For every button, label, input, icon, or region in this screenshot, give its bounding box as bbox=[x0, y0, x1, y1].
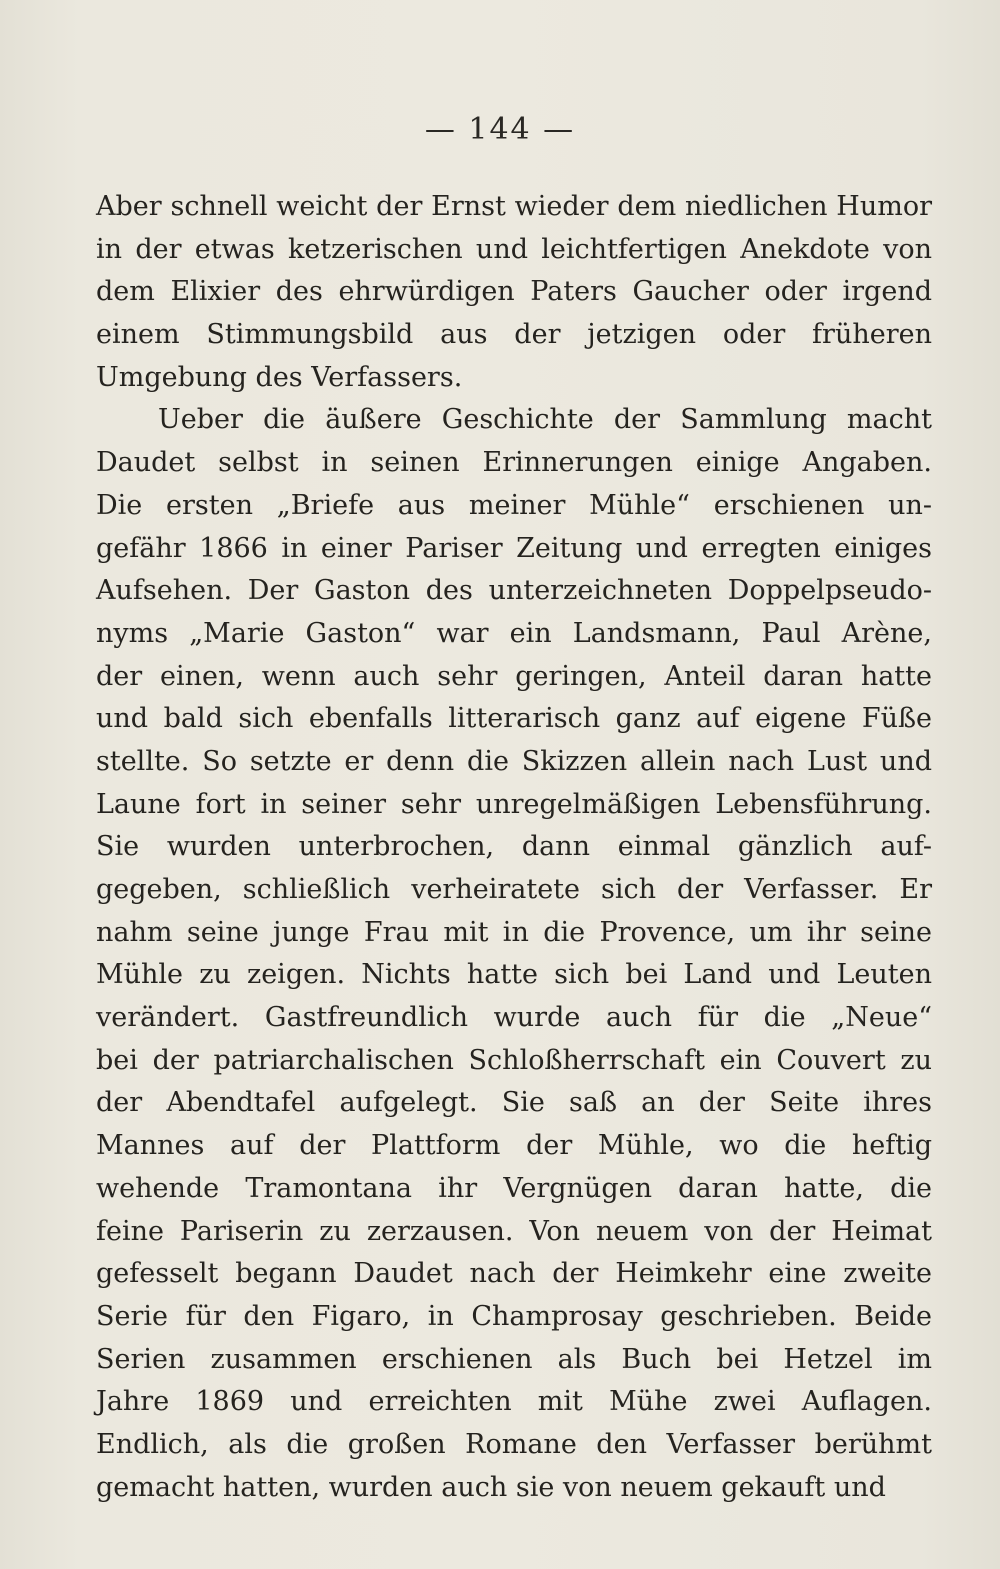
body-text bbox=[96, 186, 932, 1509]
text-line: Endlich, als die großen Romane den Verfasser berühmt bbox=[96, 1428, 932, 1460]
text-line: dem Elixier des ehrwürdigen Paters Gaucher oder irgend bbox=[96, 276, 932, 308]
paragraph bbox=[96, 186, 932, 399]
text-line: gemacht hatten, wurden auch sie von neuem gekauft und bbox=[96, 1471, 886, 1503]
text-line: Umgebung des Verfassers. bbox=[96, 361, 463, 393]
text-line: gegeben, schließlich verheiratete sich der Verfasser. Er bbox=[96, 874, 932, 905]
text-line: Serien zusammen erschienen als Buch bei Hetzel im bbox=[96, 1343, 932, 1375]
text-line: Aufsehen. Der Gaston des unterzeichneten Doppelpseudo- bbox=[96, 575, 932, 607]
text-line: Laune fort in seiner sehr unregelmäßigen Lebensführung. bbox=[96, 788, 932, 820]
text-line: Aber schnell weicht der Ernst wieder dem niedlichen Humor bbox=[96, 191, 932, 222]
text-line: Jahre 1869 und erreichten mit Mühe zwei Auflagen. bbox=[96, 1386, 932, 1418]
text-line: gefesselt begann Daudet nach der Heimkehr eine zweite bbox=[96, 1258, 932, 1290]
text-line: Serie für den Figaro, in Champrosay geschrieben. Beide bbox=[96, 1300, 932, 1332]
text-line: Sie wurden unterbrochen, dann einmal gänzlich auf- bbox=[96, 831, 932, 863]
text-line: nahm seine junge Frau mit in die Provence, um ihr seine bbox=[96, 916, 932, 948]
text-line: wehende Tramontana ihr Vergnügen daran hatte, die bbox=[96, 1172, 932, 1204]
paragraph bbox=[96, 399, 932, 1509]
text-line: stellte. So setzte er denn die Skizzen allein nach Lust und bbox=[96, 745, 932, 777]
text-line: feine Pariserin zu zerzausen. Von neuem von der Heimat bbox=[96, 1215, 932, 1247]
text-line: und bald sich ebenfalls litterarisch ganz auf eigene Füße bbox=[96, 703, 932, 735]
text-line: nyms „Marie Gaston“ war ein Landsmann, Paul Arène, bbox=[96, 617, 932, 649]
text-line: einem Stimmungsbild aus der jetzigen oder früheren bbox=[96, 319, 932, 351]
text-line: gefähr 1866 in einer Pariser Zeitung und erregten einiges bbox=[96, 532, 932, 564]
text-line: verändert. Gastfreundlich wurde auch für die „Neue“ bbox=[96, 1002, 932, 1034]
text-line: Die ersten „Briefe aus meiner Mühle“ erschienen un- bbox=[96, 489, 932, 521]
text-line: in der etwas ketzerischen und leichtfertigen Anekdote von bbox=[96, 233, 932, 265]
text-line: bei der patriarchalischen Schloßherrschaft ein Couvert zu bbox=[96, 1044, 932, 1076]
text-line: Mannes auf der Plattform der Mühle, wo die heftig bbox=[96, 1130, 932, 1162]
text-line: der Abendtafel aufgelegt. Sie saß an der Seite ihres bbox=[96, 1087, 932, 1119]
text-line: Mühle zu zeigen. Nichts hatte sich bei Land und Leuten bbox=[96, 959, 932, 991]
text-line: Daudet selbst in seinen Erinnerungen einige Angaben. bbox=[96, 447, 932, 479]
text-line: Ueber die äußere Geschichte der Sammlung macht bbox=[158, 404, 932, 436]
page-number: — 144 — bbox=[424, 112, 576, 147]
text-line: der einen, wenn auch sehr geringen, Anteil daran hatte bbox=[96, 660, 932, 692]
